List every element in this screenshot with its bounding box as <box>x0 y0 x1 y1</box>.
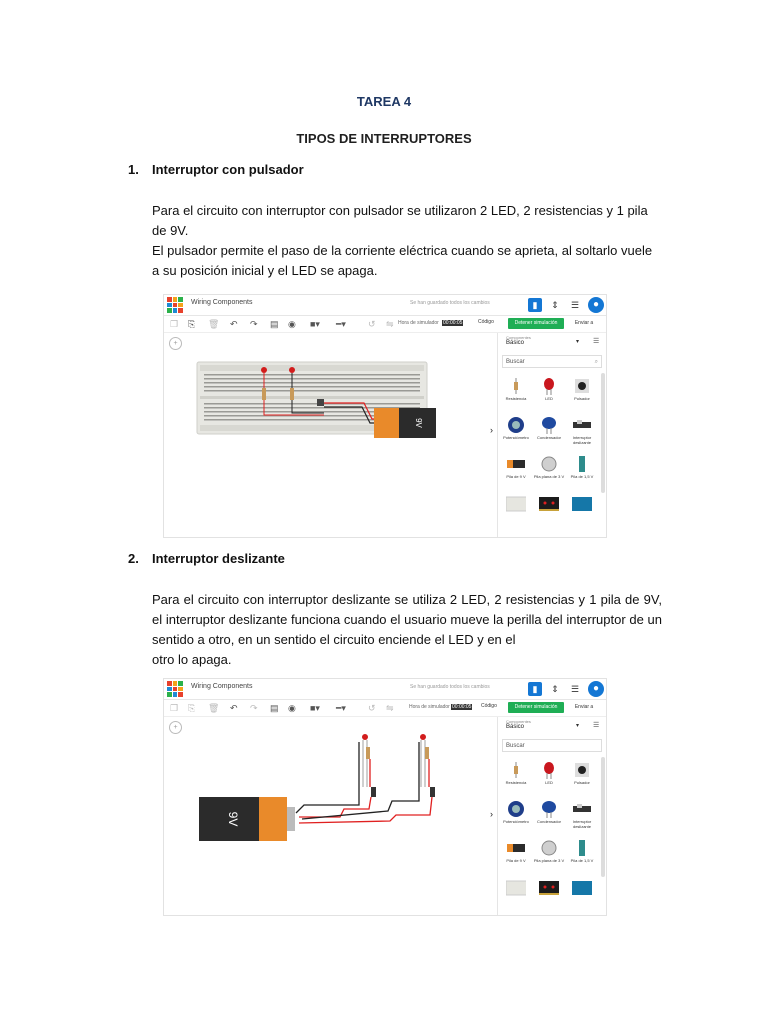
schematic-view-icon[interactable]: ⇕ <box>551 684 559 694</box>
visibility-icon[interactable]: ◉ <box>288 703 296 713</box>
components-scrollbar[interactable] <box>601 757 605 877</box>
sim-time-label: Hora de simulador <box>409 704 450 710</box>
components-grid <box>500 373 598 529</box>
component-slide-switch[interactable]: Interruptor deslizante <box>566 796 598 835</box>
send-to-button[interactable]: Enviar a <box>574 704 594 710</box>
list-view-icon[interactable]: ☰ <box>593 722 600 729</box>
capacitor-icon <box>539 799 559 819</box>
sim-clock: 00:00:05 <box>443 320 463 326</box>
section-2-heading <box>128 551 285 566</box>
section-2-paragraph-last: otro lo apaga. <box>152 652 232 667</box>
stop-simulation-button[interactable]: Detener simulación <box>508 318 564 329</box>
slide-switch-1 <box>371 787 376 797</box>
resistor-icon <box>506 760 526 780</box>
flip-icon[interactable]: ⇋ <box>386 319 394 329</box>
section-2-paragraph-main: Para el circuito con interruptor deslizante se utiliza 2 LED, 2 resistencias y 1 pila de 9V, el interruptor deslizante funciona cuando el usuario mueve la perilla del interruptor de un sentido a otro, en un sentido el circuito enciende el LED y en el <box>152 592 662 647</box>
component-breadboard[interactable] <box>500 874 532 913</box>
app-topbar <box>164 295 606 316</box>
resistor-1 <box>366 747 370 759</box>
pushbutton-icon <box>572 376 592 396</box>
copy-icon[interactable]: ❐ <box>170 319 179 329</box>
component-arduino[interactable] <box>566 874 598 913</box>
battery-9v-icon <box>506 838 526 858</box>
resistor-2 <box>425 747 429 759</box>
user-avatar-icon[interactable]: ● <box>588 297 604 313</box>
notes-icon[interactable]: ▤ <box>270 319 279 329</box>
component-resistor[interactable]: Resistencia <box>500 757 532 796</box>
components-select-label: Componentes <box>506 719 531 724</box>
color-picker-icon[interactable]: ■▾ <box>310 703 320 713</box>
led-icon <box>539 760 559 780</box>
component-potentiometer[interactable]: Potenciómetro <box>500 412 532 451</box>
circuit-view-icon[interactable]: ▮ <box>528 682 542 696</box>
component-pushbutton[interactable]: Pulsador <box>566 373 598 412</box>
arduino-icon <box>572 877 592 897</box>
send-to-button[interactable]: Enviar a <box>574 320 594 326</box>
coin-cell-icon <box>539 838 559 858</box>
editor-toolbar <box>164 316 606 333</box>
battery-terminals <box>287 807 295 831</box>
battery-aa-icon <box>572 838 592 858</box>
component-battery-9v[interactable]: Pila de 9 V <box>500 451 532 490</box>
document-subtitle: TIPOS DE INTERRUPTORES <box>296 131 472 146</box>
coin-cell-icon <box>539 454 559 474</box>
section-1-title: Interruptor con pulsador <box>152 162 304 177</box>
battery-terminal-end <box>259 797 287 841</box>
editor-toolbar <box>164 700 606 717</box>
section-1-paragraph-2: El pulsador permite el paso de la corriente eléctrica cuando se aprieta, al soltarlo vuele a su posición inicial y el LED se apaga. <box>152 243 653 278</box>
document-title: TAREA 4 <box>356 94 412 109</box>
section-2-number: 2. <box>128 551 139 566</box>
circuit-canvas[interactable] <box>164 333 496 537</box>
app-topbar <box>164 679 606 700</box>
section-2-paragraph <box>152 590 662 670</box>
potentiometer-icon <box>506 799 526 819</box>
slide-switch-icon <box>572 415 592 435</box>
pushbutton-circuit-drawing <box>164 333 496 537</box>
delete-icon[interactable]: 🗑 <box>208 703 220 713</box>
breadboard-icon <box>506 493 526 513</box>
panel-collapse-chevron-icon[interactable]: › <box>490 809 493 819</box>
undo-icon[interactable]: ↶ <box>230 703 238 713</box>
chevron-down-icon[interactable]: ▾ <box>576 723 580 729</box>
circuit-view-icon[interactable]: ▮ <box>528 298 542 312</box>
wire-style-icon[interactable]: ━▾ <box>336 703 346 713</box>
potentiometer-icon <box>506 415 526 435</box>
wire-black-2 <box>302 742 419 819</box>
section-1-number: 1. <box>128 162 139 177</box>
battery-9v-icon <box>506 454 526 474</box>
undo-icon[interactable]: ↶ <box>230 319 238 329</box>
breadboard-center-gap <box>200 396 424 399</box>
visibility-icon[interactable]: ◉ <box>288 319 296 329</box>
redo-icon[interactable]: ↷ <box>250 703 258 713</box>
flip-icon[interactable]: ⇋ <box>386 703 394 713</box>
code-button[interactable]: Código <box>481 703 497 709</box>
microbit-icon <box>539 877 559 897</box>
components-panel <box>497 333 607 537</box>
zoom-fit-icon[interactable]: + <box>169 337 182 350</box>
component-slide-switch[interactable]: Interruptor deslizante <box>566 412 598 451</box>
component-arduino[interactable] <box>566 490 598 529</box>
components-scrollbar[interactable] <box>601 373 605 493</box>
paste-icon[interactable]: ⎘ <box>188 319 196 329</box>
zoom-fit-icon[interactable]: + <box>169 721 182 734</box>
battery-label: 9V <box>226 811 240 827</box>
code-button[interactable]: Código <box>478 319 494 325</box>
led-icon <box>539 376 559 396</box>
component-coin-cell[interactable]: Pila plana de 3 V <box>533 835 565 874</box>
schematic-view-icon[interactable]: ⇕ <box>551 300 559 310</box>
sim-time-label: Hora de simulador <box>398 320 439 326</box>
design-title[interactable]: Wiring Components <box>191 299 253 306</box>
search-placeholder: Buscar <box>506 359 525 365</box>
delete-icon[interactable]: 🗑 <box>208 319 220 329</box>
color-picker-icon[interactable]: ■▾ <box>310 319 320 329</box>
breadboard-rail-top <box>200 365 424 371</box>
resistor-2 <box>290 388 294 400</box>
search-icon: ⌕ <box>594 359 598 365</box>
arduino-icon <box>572 493 592 513</box>
breadboard-icon <box>506 877 526 897</box>
resistor-icon <box>506 376 526 396</box>
components-select[interactable]: Básico <box>506 724 525 730</box>
component-list-icon[interactable]: ☰ <box>570 684 580 694</box>
component-capacitor[interactable]: Condensador <box>533 412 565 451</box>
paste-icon[interactable]: ⎘ <box>188 703 196 713</box>
tinkercad-logo <box>167 681 183 697</box>
battery-label: 9V <box>414 418 423 428</box>
capacitor-icon <box>539 415 559 435</box>
pushbutton <box>317 399 324 406</box>
wire-black-1 <box>296 742 359 813</box>
stop-simulation-button[interactable]: Detener simulación <box>508 702 564 713</box>
notes-icon[interactable]: ▤ <box>270 703 279 713</box>
component-potentiometer[interactable]: Potenciómetro <box>500 796 532 835</box>
components-select-label: Componentes <box>506 335 531 340</box>
save-status: Se han guardado todos los cambios <box>410 300 490 306</box>
rotate-icon[interactable]: ↺ <box>368 319 376 329</box>
led-2 <box>289 367 295 373</box>
list-view-icon[interactable]: ☰ <box>593 338 600 345</box>
microbit-icon <box>539 493 559 513</box>
component-microbit[interactable] <box>533 490 565 529</box>
save-status: Se han guardado todos los cambios <box>410 684 490 690</box>
pushbutton-icon <box>572 760 592 780</box>
rotate-icon[interactable]: ↺ <box>368 703 376 713</box>
tinkercad-screenshot-slide-switch <box>163 678 607 916</box>
resistor-1 <box>262 388 266 400</box>
components-search-input[interactable] <box>502 355 602 368</box>
slide-switch-icon <box>572 799 592 819</box>
section-2-title: Interruptor deslizante <box>152 551 285 566</box>
component-led[interactable]: LED <box>533 373 565 412</box>
led-2 <box>420 734 426 740</box>
components-select[interactable]: Básico <box>506 340 525 346</box>
battery-aa-icon <box>572 454 592 474</box>
components-grid <box>500 757 598 913</box>
component-battery-aa[interactable]: Pila de 1,5 V <box>566 451 598 490</box>
wire-red-1 <box>299 759 371 817</box>
component-capacitor[interactable]: Condensador <box>533 796 565 835</box>
component-coin-cell[interactable]: Pila plana de 3 V <box>533 451 565 490</box>
tinkercad-logo <box>167 297 183 313</box>
copy-icon[interactable]: ❐ <box>170 703 179 713</box>
led-1 <box>362 734 368 740</box>
led-2-legs <box>421 740 425 787</box>
search-placeholder: Buscar <box>506 743 525 749</box>
component-resistor[interactable]: Resistencia <box>500 373 532 412</box>
slide-switch-circuit-drawing <box>164 717 496 915</box>
tinkercad-screenshot-pushbutton <box>163 294 607 538</box>
components-search-input[interactable] <box>502 739 602 752</box>
section-1-heading <box>128 162 304 177</box>
component-breadboard[interactable] <box>500 490 532 529</box>
component-led[interactable]: LED <box>533 757 565 796</box>
slide-switch-2 <box>430 787 435 797</box>
redo-icon[interactable]: ↷ <box>250 319 258 329</box>
component-microbit[interactable] <box>533 874 565 913</box>
led-1 <box>261 367 267 373</box>
panel-collapse-chevron-icon[interactable]: › <box>490 425 493 435</box>
battery-terminal-end <box>374 408 399 438</box>
user-avatar-icon[interactable]: ● <box>588 681 604 697</box>
chevron-down-icon[interactable]: ▾ <box>576 339 580 345</box>
wire-style-icon[interactable]: ━▾ <box>336 319 346 329</box>
component-pushbutton[interactable]: Pulsador <box>566 757 598 796</box>
section-1-paragraph-1: Para el circuito con interruptor con pulsador se utilizaron 2 LED, 2 resistencias y 1 pila de 9V. <box>152 203 648 238</box>
component-battery-9v[interactable]: Pila de 9 V <box>500 835 532 874</box>
circuit-canvas[interactable] <box>164 717 496 915</box>
sim-clock: 00:00:05 <box>452 704 472 710</box>
component-battery-aa[interactable]: Pila de 1,5 V <box>566 835 598 874</box>
design-title[interactable]: Wiring Components <box>191 683 253 690</box>
component-list-icon[interactable]: ☰ <box>570 300 580 310</box>
components-panel <box>497 717 607 915</box>
